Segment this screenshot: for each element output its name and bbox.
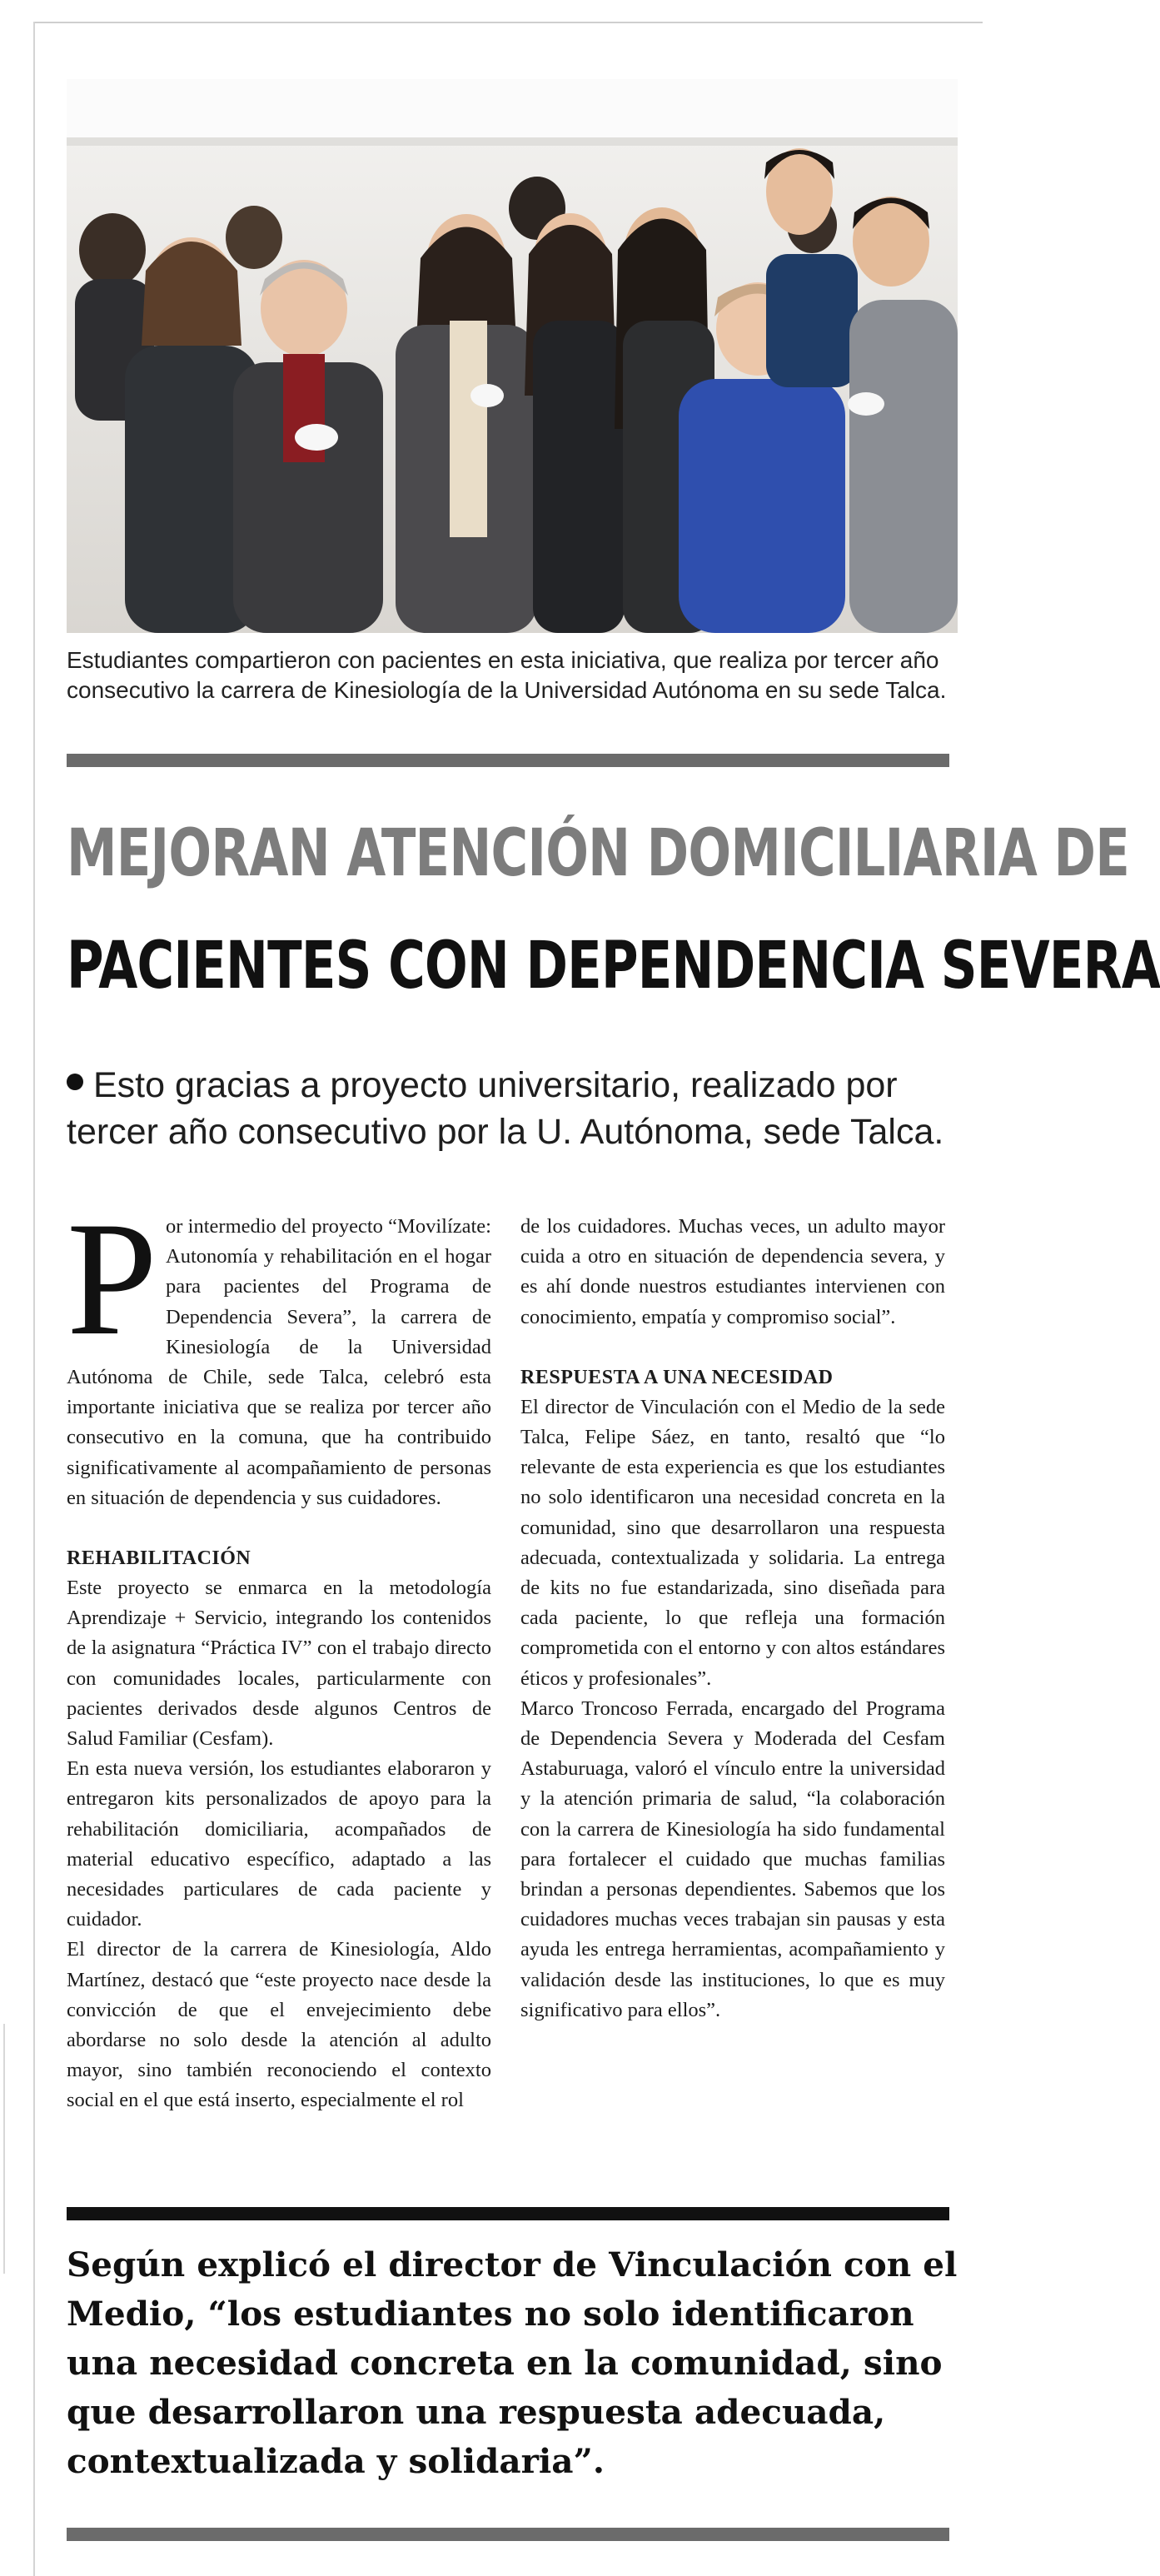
headline-line-1: MEJORAN ATENCIÓN DOMICILIARIA DE: [67, 816, 1129, 891]
section-title-rehabilitacion: REHABILITACIÓN: [67, 1547, 251, 1570]
section2-paragraph-1: El director de Vinculación con el Medio de la sede Talca, Felipe Sáez, en tanto, resaltó que “lo relevante de esta experiencia es que los estudiantes no solo identificaron una necesidad concreta en la comunidad, sino que desarrollaron una respuesta adecuada, contextualizada y solidaria. La entrega de kits no fue estandarizada, sino diseñada para cada paciente, lo que refleja una formación comprometida con el entorno y con altos estándares éticos y profesionales”.: [520, 1395, 945, 1690]
right-continuation-paragraph: de los cuidadores. Muchas veces, un adulto mayor cuida a otro en situación de dependencia severa, y es ahí donde nuestros estudiantes intervienen con conocimiento, empatía y compromiso social”.: [520, 1215, 945, 1328]
quote-bottom-bar: [67, 2528, 949, 2541]
subheadline-text: Esto gracias a proyecto universitario, realizado por tercer año consecutivo por la U. Autónoma, sede Talca.: [67, 1065, 944, 1152]
group-photo-image: [67, 79, 958, 633]
bullet-icon: [67, 1074, 83, 1090]
article-column-right: [520, 1212, 945, 2025]
pull-quote: Según explicó el director de Vinculación con el Medio, “los estudiantes no solo identificaron una necesidad concreta en la comunidad, sino que desarrollaron una respuesta adecuada, contextualizada y solidaria”.: [67, 2245, 958, 2481]
article-column-left: [67, 1188, 491, 2116]
paragraph-gap: [520, 1333, 945, 1363]
intro-text: or intermedio del proyecto “Movilízate: Autonomía y rehabilitación en el hogar para pacientes del Programa de Dependencia Severa”, la carrera de Kinesiología de la Universidad Autónoma de Chile, sede Talca, celebró esta importante iniciativa que se realiza por tercer año consecutivo en la comuna, que ha contribuido significativamente al acompañamiento de personas en situación de dependencia y sus cuidadores.: [67, 1215, 491, 1509]
section-divider: [67, 754, 949, 767]
paragraph-gap: [67, 1513, 491, 1543]
drop-cap: P: [67, 1188, 158, 1369]
section1-paragraph-1: Este proyecto se enmarca en la metodología Aprendizaje + Servicio, integrando los contenidos de la asignatura “Práctica IV” con el trabajo directo con comunidades locales, particularmente con pacientes derivados desde algunos Centros de Salud Familiar (Cesfam).: [67, 1577, 491, 1751]
photo-caption: Estudiantes compartieron con pacientes en esta iniciativa, que realiza por tercer año consecutivo la carrera de Kinesiología de la Universidad Autónoma en su sede Talca.: [67, 647, 947, 703]
top-rule: [33, 22, 983, 23]
section1-paragraph-3: El director de la carrera de Kinesiología, Aldo Martínez, destacó que “este proyecto nace desde la convicción de que el envejecimiento debe abordarse no solo desde la atención al adulto mayor, sino también reconociendo el contexto social en el que está inserto, especialmente el rol: [67, 1938, 491, 2112]
section1-paragraph-2: En esta nueva versión, los estudiantes elaboraron y entregaron kits personalizados de apoyo para la rehabilitación domiciliaria, acompañados de material educativo específico, adaptado a las necesidades particulares de cada paciente y cuidador.: [67, 1757, 491, 1931]
quote-top-bar: [67, 2207, 949, 2220]
group-photo: [67, 79, 958, 633]
section2-paragraph-2: Marco Troncoso Ferrada, encargado del Programa de Dependencia Severa y Moderada del Cesfam Astaburuaga, valoró el vínculo entre la universidad y la atención primaria de salud, “la colaboración con la carrera de Kinesiología ha sido fundamental para fortalecer el cuidado que muchas familias brindan a personas dependientes. Sabemos que los cuidadores muchas veces trabajan sin pausas y esta ayuda les entrega herramientas, acompañamiento y validación desde las instituciones, lo que es muy significativo para ellos”.: [520, 1697, 945, 2021]
left-margin-rule: [3, 2024, 5, 2274]
section-title-respuesta: RESPUESTA A UNA NECESIDAD: [520, 1366, 834, 1388]
intro-paragraph: [67, 1188, 491, 1513]
headline-line-2: PACIENTES CON DEPENDENCIA SEVERA: [67, 929, 1160, 1004]
subheadline: [67, 1062, 966, 1155]
left-page-rule: [33, 22, 35, 2576]
